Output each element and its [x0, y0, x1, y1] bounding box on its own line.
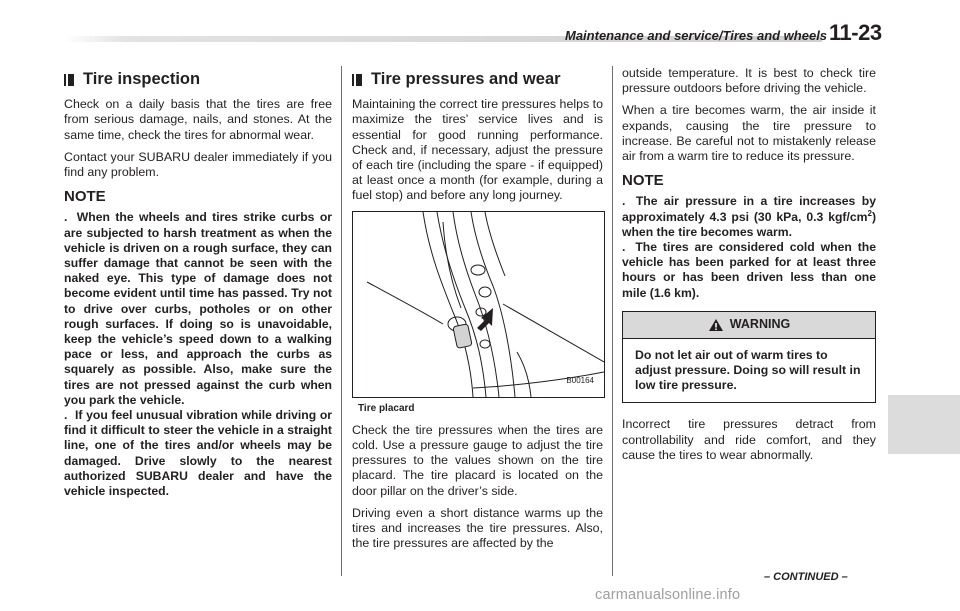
- heading-text: Tire pressures and wear: [371, 70, 561, 88]
- figure-caption: Tire placard: [358, 402, 415, 414]
- chapter-tab: [888, 395, 960, 454]
- note-item: [622, 194, 876, 240]
- note-text: If you feel unusual vibration while driving or find it difficult to steer the vehicle in a straight line, one of the tires and/or wheels may be damaged. Drive slowly to the nearest authorized SUBARU dealer and have the vehicle inspected.: [64, 408, 333, 499]
- note-item: [64, 210, 332, 408]
- note-text: The air pressure in a tire increases by approximately 4.3 psi (30 kPa, 0.3 kgf/cm: [622, 194, 876, 224]
- tire-placard-figure: [352, 211, 605, 398]
- bullet-icon: .: [64, 210, 68, 225]
- bullet-icon: .: [64, 408, 68, 423]
- note-title: NOTE: [64, 188, 106, 206]
- note-item: [64, 408, 332, 499]
- watermark: carmanualsonline.info: [595, 587, 741, 603]
- column-1: [64, 66, 332, 499]
- column-divider: [341, 66, 342, 576]
- column-3: [622, 66, 876, 470]
- section-title: Maintenance and service/Tires and wheels: [565, 28, 828, 43]
- door-pillar-illustration: [353, 212, 604, 397]
- bullet-icon: .: [622, 194, 626, 209]
- paragraph: Maintaining the correct tire pressures helps to maximize the tires’ service lives and is essential for good running performance. Check and, if necessary, adjust the pressure of each tire (including the spare - if equipped) at least once a month (for example, during a fuel stop) and before any long journey.: [352, 97, 603, 203]
- tire-pressures-heading: [352, 72, 603, 87]
- heading-square-icon: [64, 74, 74, 86]
- note-item: [622, 240, 876, 301]
- heading-text: Tire inspection: [83, 70, 201, 88]
- warning-title: WARNING: [729, 317, 791, 332]
- heading-square-icon: [352, 74, 362, 86]
- paragraph: When a tire becomes warm, the air inside it expands, causing the tire pressure to increase. Be careful not to mistakenly release air from a warm tire to reduce its pressure.: [622, 103, 876, 164]
- tire-inspection-heading: [64, 72, 332, 87]
- paragraph: Contact your SUBARU dealer immediately if you find any problem.: [64, 149, 332, 180]
- note-text: When the wheels and tires strike curbs or are subjected to harsh treatment as when the vehicle is driven on a rough surface, they can suffer damage that cannot be seen with the naked eye. This type of damage does not become evident until time has passed. Try not to drive over curbs, potholes or on other rough surfaces. If doing so is unavoidable, keep the vehicle’s speed down to a walking pace or less, and approach the curbs as squarely as possible. Also, make sure the tires are not pressed against the curb when you park the vehicle.: [64, 210, 333, 407]
- figure-code: B00164: [566, 376, 594, 386]
- paragraph: Check on a daily basis that the tires are free from serious damage, nails, and stones. At the same time, check the tires for abnormal wear.: [64, 97, 332, 142]
- warning-header: [623, 312, 875, 339]
- column-2: [352, 66, 603, 558]
- warning-triangle-icon: [708, 318, 724, 332]
- paragraph: Incorrect tire pressures detract from controllability and ride comfort, and they cause the tires to wear abnormally.: [622, 417, 876, 462]
- bullet-icon: .: [622, 240, 626, 255]
- continued-label: – CONTINUED –: [764, 571, 848, 583]
- note-text: ) when the tire becomes warm.: [622, 209, 876, 239]
- warning-text: Do not let air out of warm tires to adjust pressure. Doing so will result in low tire pressure.: [635, 347, 861, 393]
- note-text: The tires are considered cold when the vehicle has been parked for at least three hours or has been driven less than one mile (1.6 km).: [622, 240, 877, 300]
- paragraph: Check the tire pressures when the tires are cold. Use a pressure gauge to adjust the tire pressures to the values shown on the tire placard. The tire placard is located on the door pillar on the driver’s side.: [352, 422, 603, 498]
- paragraph: Driving even a short distance warms up the tires and increases the tire pressures. Also, the tire pressures are affected by the: [352, 505, 603, 551]
- warning-box: [622, 311, 876, 404]
- paragraph: outside temperature. It is best to check tire pressure outdoors before driving the vehicle.: [622, 66, 876, 96]
- note-title: NOTE: [622, 172, 664, 190]
- superscript: 2: [867, 208, 872, 218]
- column-divider: [612, 66, 613, 576]
- page-number: 11-23: [829, 20, 882, 45]
